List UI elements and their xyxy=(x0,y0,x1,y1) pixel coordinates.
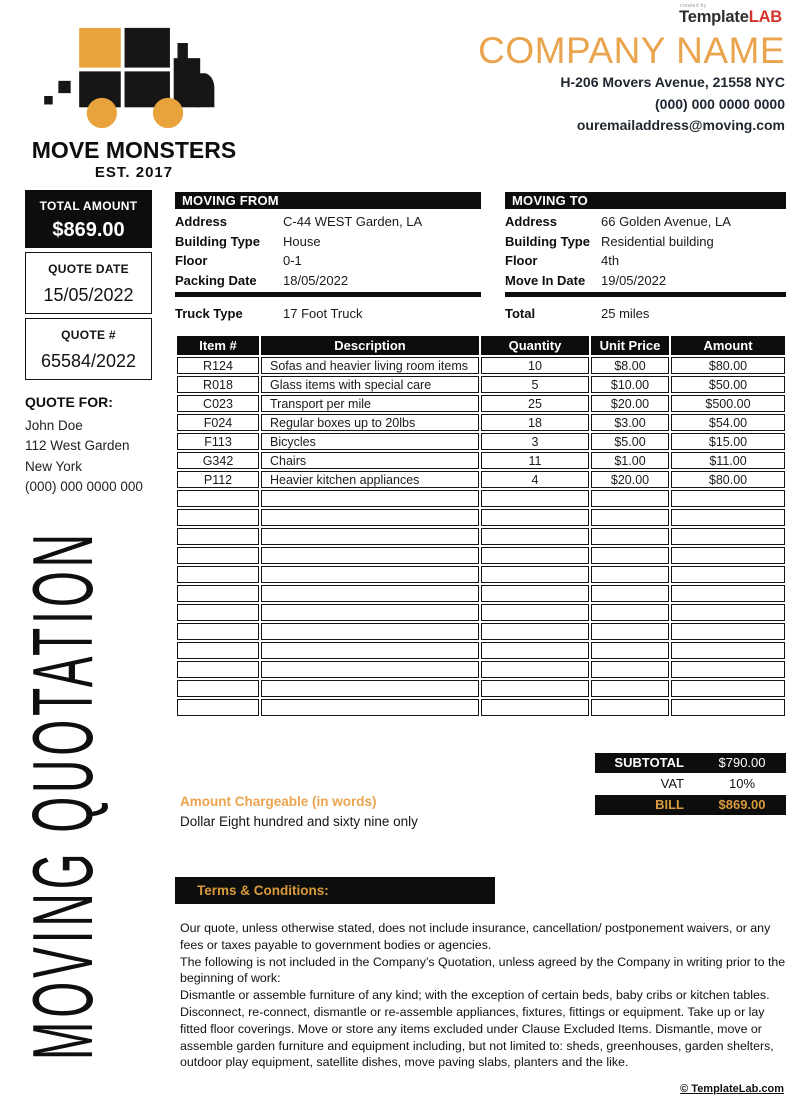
info-row xyxy=(505,271,786,291)
terms-paragraph: Dismantle or assemble furniture of any kind; with the exception of certain beds, baby cribs or kitchen tables. xyxy=(180,988,770,1003)
info-row xyxy=(505,251,786,271)
item-cell-empty xyxy=(177,623,259,640)
item-cell-empty xyxy=(481,509,589,526)
info-row xyxy=(505,212,786,232)
info-value: 4th xyxy=(601,253,620,269)
company-phone: (000) 000 0000 0000 xyxy=(655,95,785,112)
item-cell: $1.00 xyxy=(591,452,669,469)
item-cell: 18 xyxy=(481,414,589,431)
templatelab-logo xyxy=(679,3,782,27)
item-row-empty xyxy=(177,699,785,716)
item-row xyxy=(177,471,785,488)
item-row-empty xyxy=(177,547,785,564)
truck-logo-icon xyxy=(34,26,234,130)
vat-label: VAT xyxy=(660,776,684,791)
info-label: Building Type xyxy=(175,233,260,249)
subtotal-row xyxy=(595,753,786,773)
item-row xyxy=(177,376,785,393)
item-cell-empty xyxy=(177,661,259,678)
bill-label: BILL xyxy=(655,797,684,812)
item-cell: 5 xyxy=(481,376,589,393)
text-line: New York xyxy=(25,458,83,474)
item-cell: $11.00 xyxy=(671,452,785,469)
item-row-empty xyxy=(177,585,785,602)
item-cell-empty xyxy=(481,528,589,545)
item-cell-empty xyxy=(261,585,479,602)
item-cell-empty xyxy=(177,585,259,602)
item-cell: G342 xyxy=(177,452,259,469)
item-cell-empty xyxy=(591,680,669,697)
item-cell: $8.00 xyxy=(591,357,669,374)
item-cell-empty xyxy=(591,661,669,678)
templatelab-logo-text: Template xyxy=(679,8,749,26)
item-cell-empty xyxy=(671,566,785,583)
terms-paragraph: Disconnect, re-connect, dismantle or re-assemble appliances, fixtures, fittings or equipment. Take up or lay fitted floor coverings. Move or store any items excluded under Clause Excluded Items. Dismantle, move or assemble garden furniture and equipment including, but not limited to: sheds, greenhouses, garden shelters, outdoor play equipment, satellite dishes, move paving slabs, planters and the like. xyxy=(180,1004,774,1070)
item-row-empty xyxy=(177,528,785,545)
info-label: Building Type xyxy=(505,233,590,249)
info-value: 66 Golden Avenue, LA xyxy=(601,214,731,230)
item-cell-empty xyxy=(671,490,785,507)
item-cell-empty xyxy=(481,642,589,659)
item-row-empty xyxy=(177,623,785,640)
item-row xyxy=(177,452,785,469)
item-row-empty xyxy=(177,604,785,621)
item-cell-empty xyxy=(671,585,785,602)
document-title: MOVING QUOTATION xyxy=(14,530,111,1060)
item-cell-empty xyxy=(671,604,785,621)
quote-for-label: QUOTE FOR: xyxy=(25,394,113,410)
item-cell: Regular boxes up to 20lbs xyxy=(261,414,479,431)
item-cell: $20.00 xyxy=(591,395,669,412)
terms-paragraph: Our quote, unless otherwise stated, does not include insurance, cancellation/ postponement waivers, or any fees or taxes payable to government bodies or agencies. xyxy=(180,921,771,952)
company-name: COMPANY NAME xyxy=(478,30,785,71)
info-label: Address xyxy=(175,214,228,230)
mover-logo-block xyxy=(30,26,238,181)
templatelab-tagline: created by xyxy=(680,3,707,9)
moving-to-section xyxy=(505,192,786,323)
mover-logo-est: EST. 2017 xyxy=(94,164,174,181)
items-table-wrap xyxy=(175,334,787,718)
amount-in-words-block xyxy=(180,794,418,829)
item-cell: $500.00 xyxy=(671,395,785,412)
item-cell-empty xyxy=(481,699,589,716)
item-row-empty xyxy=(177,490,785,507)
bill-value: $869.00 xyxy=(718,797,766,812)
item-cell-empty xyxy=(261,623,479,640)
col-header-amount: Amount xyxy=(671,336,785,355)
text-line: John Doe xyxy=(25,417,83,433)
quote-summary xyxy=(25,190,152,384)
item-cell-empty xyxy=(177,566,259,583)
quote-for-block xyxy=(25,392,175,498)
item-cell-empty xyxy=(177,604,259,621)
col-header-quantity: Quantity xyxy=(481,336,589,355)
item-cell: F024 xyxy=(177,414,259,431)
item-cell-empty xyxy=(261,490,479,507)
item-cell-empty xyxy=(261,661,479,678)
item-cell-empty xyxy=(261,604,479,621)
item-cell-empty xyxy=(591,490,669,507)
info-value: C-44 WEST Garden, LA xyxy=(283,214,423,230)
item-cell-empty xyxy=(177,490,259,507)
item-cell: $80.00 xyxy=(671,357,785,374)
item-cell-empty xyxy=(591,528,669,545)
item-cell-empty xyxy=(591,509,669,526)
info-row xyxy=(505,232,786,252)
item-row xyxy=(177,414,785,431)
templatelab-footer-link[interactable]: © TemplateLab.com xyxy=(680,1083,784,1095)
item-cell: R124 xyxy=(177,357,259,374)
quote-number-box xyxy=(25,318,152,380)
items-table xyxy=(175,334,787,718)
col-header-description: Description xyxy=(261,336,479,355)
info-label: Address xyxy=(505,214,558,230)
quote-number-value: 65584/2022 xyxy=(40,351,137,371)
item-cell-empty xyxy=(481,585,589,602)
info-row xyxy=(175,251,481,271)
item-cell-empty xyxy=(671,528,785,545)
item-cell-empty xyxy=(481,623,589,640)
item-cell: Glass items with special care xyxy=(261,376,479,393)
company-contact xyxy=(365,72,785,137)
text-line: 112 West Garden xyxy=(25,438,130,453)
item-row-empty xyxy=(177,566,785,583)
terms-body xyxy=(180,920,786,1071)
item-cell: F113 xyxy=(177,433,259,450)
item-cell-empty xyxy=(671,547,785,564)
info-value: House xyxy=(283,233,321,249)
item-cell: Chairs xyxy=(261,452,479,469)
info-row xyxy=(175,212,481,232)
item-cell-empty xyxy=(261,547,479,564)
truck-type-value: 17 Foot Truck xyxy=(283,305,363,321)
vat-value: 10% xyxy=(728,776,756,791)
item-cell: Sofas and heavier living room items xyxy=(261,357,479,374)
total-amount-value: $869.00 xyxy=(52,219,125,241)
item-cell-empty xyxy=(591,699,669,716)
item-cell-empty xyxy=(261,642,479,659)
item-cell-empty xyxy=(261,566,479,583)
subtotal-label: SUBTOTAL xyxy=(614,755,684,770)
totals-block xyxy=(595,753,786,816)
item-cell-empty xyxy=(261,528,479,545)
total-miles-row xyxy=(505,304,786,324)
item-row-empty xyxy=(177,642,785,659)
subtotal-value: $790.00 xyxy=(718,755,766,770)
item-cell: $15.00 xyxy=(671,433,785,450)
item-cell-empty xyxy=(481,661,589,678)
company-email: ouremailaddress@moving.com xyxy=(576,117,785,133)
item-cell-empty xyxy=(261,680,479,697)
item-cell: $5.00 xyxy=(591,433,669,450)
item-cell-empty xyxy=(481,490,589,507)
item-cell: $50.00 xyxy=(671,376,785,393)
item-row-empty xyxy=(177,661,785,678)
item-cell: $10.00 xyxy=(591,376,669,393)
quote-date-value: 15/05/2022 xyxy=(43,285,134,305)
item-cell-empty xyxy=(671,623,785,640)
amount-in-words-text: Dollar Eight hundred and sixty nine only xyxy=(180,814,418,829)
item-cell-empty xyxy=(481,680,589,697)
truck-type-row xyxy=(175,304,481,324)
item-cell-empty xyxy=(671,642,785,659)
item-cell-empty xyxy=(591,547,669,564)
col-header-item: Item # xyxy=(177,336,259,355)
total-amount-label: TOTAL AMOUNT xyxy=(39,199,138,213)
moving-from-header: MOVING FROM xyxy=(175,192,481,209)
item-cell: C023 xyxy=(177,395,259,412)
truck-type-label: Truck Type xyxy=(175,305,243,321)
info-value: 18/05/2022 xyxy=(283,272,349,288)
quote-number-label: QUOTE # xyxy=(61,328,116,342)
item-cell-empty xyxy=(177,680,259,697)
item-cell-empty xyxy=(177,642,259,659)
mover-logo-name: MOVE MONSTERS xyxy=(31,137,237,163)
item-cell: Bicycles xyxy=(261,433,479,450)
terms-header: Terms & Conditions: xyxy=(175,877,495,904)
item-cell-empty xyxy=(177,699,259,716)
quote-date-label: QUOTE DATE xyxy=(48,262,129,276)
info-row xyxy=(175,232,481,252)
item-cell-empty xyxy=(591,604,669,621)
quote-date-box xyxy=(25,252,152,314)
item-row-empty xyxy=(177,509,785,526)
info-label: Move In Date xyxy=(505,272,586,288)
item-row xyxy=(177,395,785,412)
vat-row xyxy=(595,774,786,794)
total-miles-label: Total xyxy=(505,305,536,321)
item-cell: $20.00 xyxy=(591,471,669,488)
item-cell: 10 xyxy=(481,357,589,374)
item-cell-empty xyxy=(481,566,589,583)
item-cell: 11 xyxy=(481,452,589,469)
text-line: (000) 000 0000 000 xyxy=(25,479,143,494)
item-cell-empty xyxy=(591,642,669,659)
col-header-unit-price: Unit Price xyxy=(591,336,669,355)
info-label: Packing Date xyxy=(175,272,257,288)
amount-in-words-label: Amount Chargeable (in words) xyxy=(180,794,377,809)
terms-paragraph: The following is not included in the Company’s Quotation, unless agreed by the Company in writing prior to the beginning of work: xyxy=(180,954,786,986)
info-value: 19/05/2022 xyxy=(601,272,667,288)
quote-for-lines xyxy=(25,416,175,498)
info-label: Floor xyxy=(175,253,208,269)
item-cell: $3.00 xyxy=(591,414,669,431)
item-cell-empty xyxy=(591,585,669,602)
info-label: Floor xyxy=(505,253,538,269)
item-cell-empty xyxy=(481,547,589,564)
info-value: 0-1 xyxy=(283,253,302,269)
items-tbody xyxy=(177,357,785,716)
item-cell: Heavier kitchen appliances xyxy=(261,471,479,488)
info-value: Residential building xyxy=(601,233,714,249)
divider xyxy=(505,292,786,297)
item-row-empty xyxy=(177,680,785,697)
item-cell-empty xyxy=(261,509,479,526)
item-cell: P112 xyxy=(177,471,259,488)
moving-from-rows xyxy=(175,212,481,290)
divider xyxy=(175,292,481,297)
item-cell-empty xyxy=(671,699,785,716)
item-cell: $80.00 xyxy=(671,471,785,488)
item-cell: Transport per mile xyxy=(261,395,479,412)
item-cell-empty xyxy=(591,623,669,640)
item-cell-empty xyxy=(177,528,259,545)
item-cell: R018 xyxy=(177,376,259,393)
item-cell: 4 xyxy=(481,471,589,488)
item-cell: 25 xyxy=(481,395,589,412)
info-row xyxy=(175,271,481,291)
moving-from-section xyxy=(175,192,481,323)
items-header-row xyxy=(177,336,785,355)
item-cell-empty xyxy=(591,566,669,583)
item-cell-empty xyxy=(671,509,785,526)
bill-row xyxy=(595,795,786,815)
total-amount-box xyxy=(25,190,152,248)
item-cell-empty xyxy=(261,699,479,716)
item-row xyxy=(177,357,785,374)
item-row xyxy=(177,433,785,450)
item-cell-empty xyxy=(177,509,259,526)
item-cell-empty xyxy=(671,680,785,697)
item-cell-empty xyxy=(177,547,259,564)
item-cell-empty xyxy=(671,661,785,678)
moving-to-header: MOVING TO xyxy=(505,192,786,209)
item-cell-empty xyxy=(481,604,589,621)
company-address: H-206 Movers Avenue, 21558 NYC xyxy=(560,74,785,90)
item-cell: $54.00 xyxy=(671,414,785,431)
item-cell: 3 xyxy=(481,433,589,450)
moving-to-rows xyxy=(505,212,786,290)
total-miles-value: 25 miles xyxy=(601,305,650,321)
templatelab-logo-accent: LAB xyxy=(748,8,782,26)
